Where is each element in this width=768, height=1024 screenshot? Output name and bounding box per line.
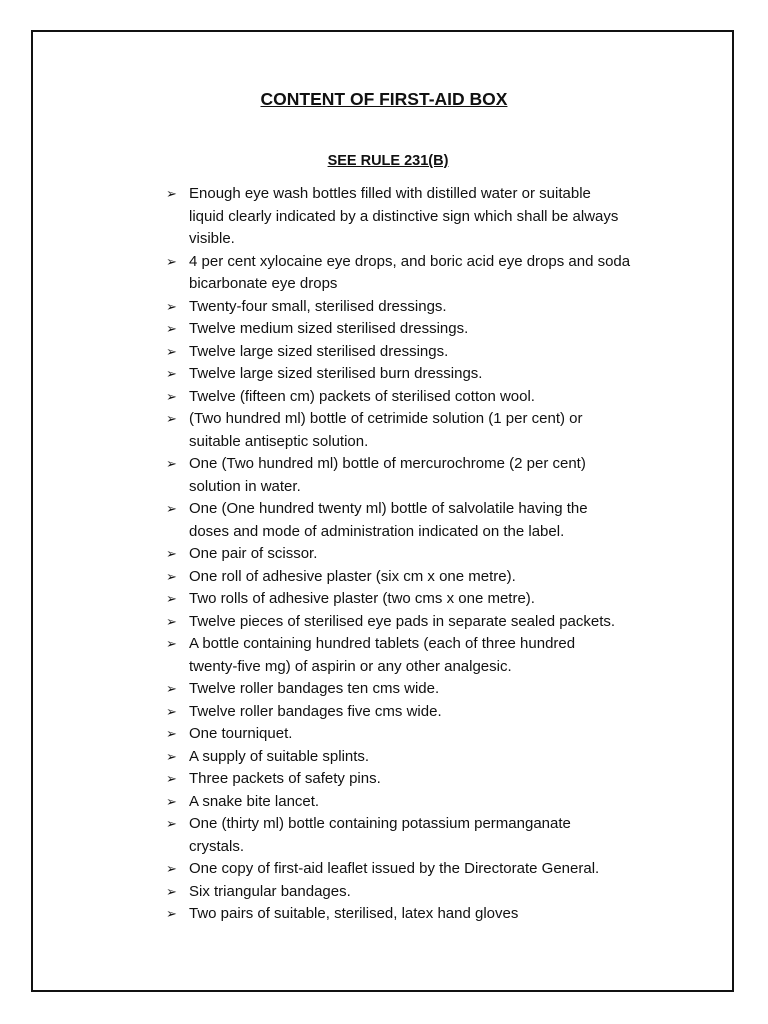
list-item [166,813,676,858]
list-item-line: Two rolls of adhesive plaster (two cms x one metre). [189,590,535,607]
list-item-line: Twelve (fifteen cm) packets of sterilised cotton wool. [189,387,535,405]
list-item [166,543,676,566]
list-item-text [189,723,676,746]
list-item-line: A supply of suitable splints. [189,747,370,765]
list-item [166,791,676,814]
list-item-text [189,296,676,319]
list-item-text [189,903,676,926]
list-item-text [189,386,676,409]
list-item-line: (Two hundred ml) bottle of cetrimide solution (1 per cent) or [189,410,583,427]
arrow-bullet-icon: ➢ [166,298,177,314]
list-item [166,363,676,386]
list-item-line: One roll of adhesive plaster (six cm x one metre). [189,567,516,585]
list-item-text [189,543,676,566]
list-item-text [189,633,676,678]
arrow-bullet-icon: ➢ [166,703,177,719]
list-item [166,498,676,543]
list-item-line: Twenty-four small, sterilised dressings. [189,297,447,315]
list-item-text [189,611,676,634]
list-item-line: suitable antiseptic solution. [189,432,369,450]
list-item-text [189,791,676,814]
arrow-bullet-icon: ➢ [166,771,177,786]
arrow-bullet-icon: ➢ [166,568,177,584]
list-item-line: 4 per cent xylocaine eye drops, and boric acid eye drops and soda [189,252,631,270]
arrow-bullet-icon: ➢ [166,636,177,651]
arrow-bullet-icon: ➢ [166,681,177,696]
arrow-bullet-icon: ➢ [166,321,177,336]
list-item-text [189,318,676,341]
list-item-text [189,363,676,386]
list-item-text [189,678,676,701]
list-item-text [189,341,676,364]
list-item-line: One (thirty ml) bottle containing potassium permanganate [189,815,571,832]
list-item [166,251,676,296]
list-item-line: A snake bite lancet. [189,792,320,810]
list-item [166,341,676,364]
page-subtitle: SEE RULE 231(B) [327,153,449,169]
arrow-bullet-icon: ➢ [166,793,177,809]
arrow-bullet-icon: ➢ [166,411,177,426]
list-item-line: crystals. [189,837,245,855]
list-item [166,678,676,701]
list-item-line: One tourniquet. [189,725,293,742]
list-item-line: One copy of first-aid leaflet issued by the Directorate General. [189,860,600,877]
list-item-line: Twelve medium sized sterilised dressings. [189,320,469,337]
list-item-text [189,251,676,296]
list-item-line: Twelve roller bandages ten cms wide. [189,680,440,697]
list-item [166,768,676,791]
list-item [166,746,676,769]
arrow-bullet-icon: ➢ [166,613,177,629]
list-item [166,183,676,251]
arrow-bullet-icon: ➢ [166,861,177,876]
list-item-line: Enough eye wash bottles filled with distilled water or suitable [189,185,591,202]
list-item-line: bicarbonate eye drops [189,275,338,292]
list-item-line: visible. [189,230,235,247]
arrow-bullet-icon: ➢ [166,501,177,516]
arrow-bullet-icon: ➢ [166,366,177,381]
list-item-text [189,813,676,858]
list-item-line: liquid clearly indicated by a distinctive sign which shall be always [189,207,619,225]
list-item-text [189,566,676,589]
list-item [166,318,676,341]
list-item-line: Twelve large sized sterilised burn dressings. [189,365,483,382]
list-item [166,566,676,589]
list-item-text [189,881,676,904]
list-item [166,633,676,678]
arrow-bullet-icon: ➢ [166,591,177,606]
list-item-text [189,768,676,791]
arrow-bullet-icon: ➢ [166,906,177,921]
list-item [166,701,676,724]
list-item-text [189,588,676,611]
list-item [166,881,676,904]
list-item [166,858,676,881]
list-item-line: Three packets of safety pins. [189,770,381,787]
list-item-line: twenty-five mg) of aspirin or any other analgesic. [189,657,512,675]
list-item-line: Two pairs of suitable, sterilised, latex hand gloves [189,905,519,922]
list-item [166,588,676,611]
list-item [166,453,676,498]
list-item-text [189,498,676,543]
first-aid-items-list [166,183,676,926]
list-item-text [189,701,676,724]
list-item-line: Twelve large sized sterilised dressings. [189,342,449,360]
list-item-text [189,453,676,498]
list-item-line: Twelve roller bandages five cms wide. [189,702,442,720]
list-item [166,723,676,746]
arrow-bullet-icon: ➢ [166,343,177,359]
arrow-bullet-icon: ➢ [166,883,177,899]
list-item [166,386,676,409]
arrow-bullet-icon: ➢ [166,388,177,404]
list-item-line: solution in water. [189,477,301,495]
list-item [166,903,676,926]
arrow-bullet-icon: ➢ [166,726,177,741]
list-item [166,296,676,319]
list-item-line: One pair of scissor. [189,545,318,562]
list-item-text [189,408,676,453]
arrow-bullet-icon: ➢ [166,253,177,269]
list-item-text [189,746,676,769]
list-item-line: Twelve pieces of sterilised eye pads in separate sealed packets. [189,612,616,630]
list-item-text [189,858,676,881]
list-item-line: One (One hundred twenty ml) bottle of salvolatile having the [189,500,588,517]
list-item-text [189,183,676,251]
arrow-bullet-icon: ➢ [166,456,177,471]
list-item-line: Six triangular bandages. [189,882,351,900]
list-item [166,611,676,634]
list-item-line: One (Two hundred ml) bottle of mercurochrome (2 per cent) [189,455,586,472]
arrow-bullet-icon: ➢ [166,546,177,561]
list-item-line: A bottle containing hundred tablets (each of three hundred [189,635,576,652]
arrow-bullet-icon: ➢ [166,748,177,764]
list-item-line: doses and mode of administration indicated on the label. [189,522,565,540]
list-item [166,408,676,453]
arrow-bullet-icon: ➢ [166,186,177,201]
arrow-bullet-icon: ➢ [166,816,177,831]
page-title: CONTENT OF FIRST-AID BOX [260,89,508,109]
